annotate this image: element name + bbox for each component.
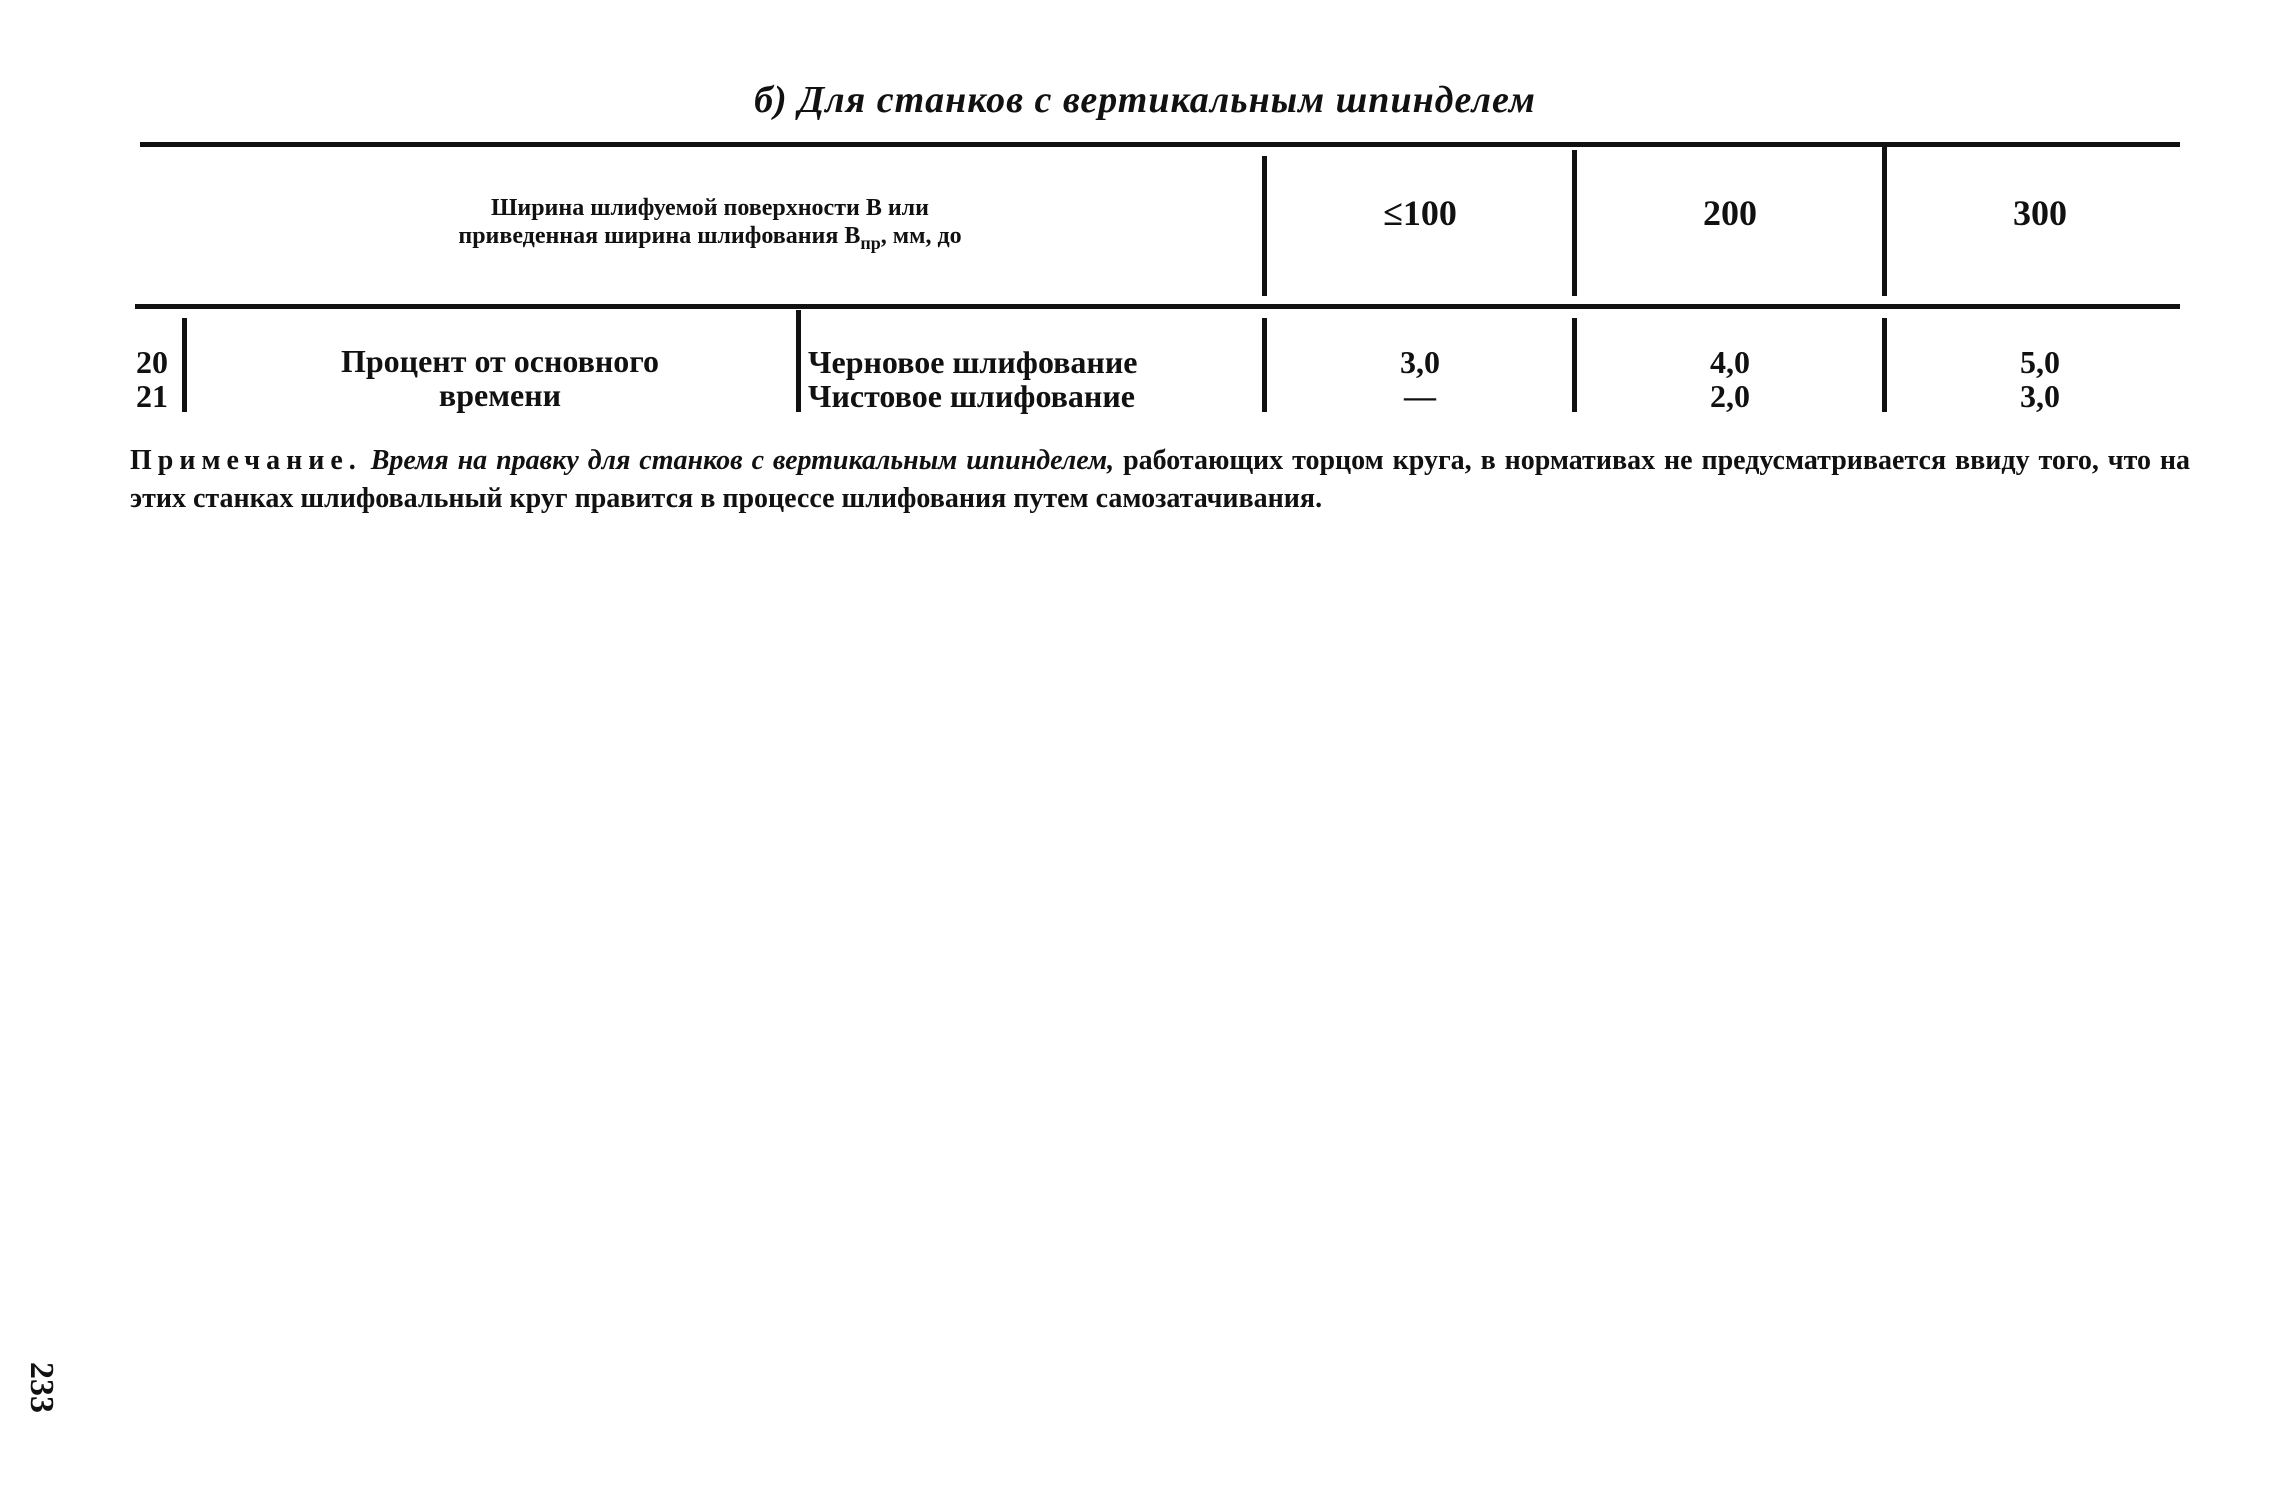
header-label-line1: Ширина шлифуемой поверхности В или bbox=[491, 195, 929, 221]
note-rest: работающих торцом круга, в нормативах не предусматривается ввиду того, что на этих станках шлифовальный круг правится в процессе шлифования путем самозатачивания. bbox=[130, 445, 2191, 514]
table-cell: 5,0 bbox=[2020, 344, 2060, 380]
body-divider-1 bbox=[1262, 318, 1267, 412]
table-caption: б) Для станков с вертикальным шпинделем bbox=[754, 79, 1536, 121]
table-note bbox=[130, 442, 2190, 518]
header-label-line2-wrap bbox=[160, 222, 1260, 257]
header-divider-2 bbox=[1572, 150, 1577, 296]
table-cell: 2,0 bbox=[1710, 378, 1750, 414]
body-divider-3 bbox=[1882, 318, 1887, 412]
header-divider-1 bbox=[1262, 156, 1267, 296]
header-label-tail: , мм, до bbox=[880, 223, 962, 249]
table-cell: 4,0 bbox=[1710, 344, 1750, 380]
body-divider-param bbox=[796, 310, 801, 412]
header-col-3: 300 bbox=[2013, 193, 2067, 233]
row-number: 21 bbox=[136, 378, 168, 414]
parameter-label bbox=[210, 344, 790, 412]
note-label: Примечание. bbox=[130, 445, 362, 476]
table-cell: 3,0 bbox=[2020, 378, 2060, 414]
header-divider-3 bbox=[1882, 146, 1887, 296]
body-divider-num bbox=[182, 318, 187, 412]
body-divider-2 bbox=[1572, 318, 1577, 412]
header-col-1: ≤100 bbox=[1383, 193, 1457, 233]
header-label-line2: приведенная ширина шлифования В bbox=[458, 223, 861, 249]
page-number: 233 bbox=[23, 1362, 60, 1413]
parameter-line2: времени bbox=[438, 377, 562, 413]
row-number: 20 bbox=[136, 344, 168, 380]
header-label bbox=[160, 194, 1260, 257]
operation-label: Чистовое шлифование bbox=[808, 378, 1135, 414]
operation-label: Черновое шлифование bbox=[808, 344, 1138, 380]
table-header-rule bbox=[135, 304, 2180, 309]
header-label-sub: пр bbox=[860, 232, 881, 253]
note-italic-part: Время на правку для станков с вертикальным шпинделем, bbox=[370, 445, 1115, 476]
table-cell: — bbox=[1404, 378, 1436, 414]
table-cell: 3,0 bbox=[1400, 344, 1440, 380]
header-col-2: 200 bbox=[1703, 193, 1757, 233]
parameter-line1: Процент от основного bbox=[340, 343, 660, 379]
table-top-rule bbox=[140, 142, 2180, 147]
